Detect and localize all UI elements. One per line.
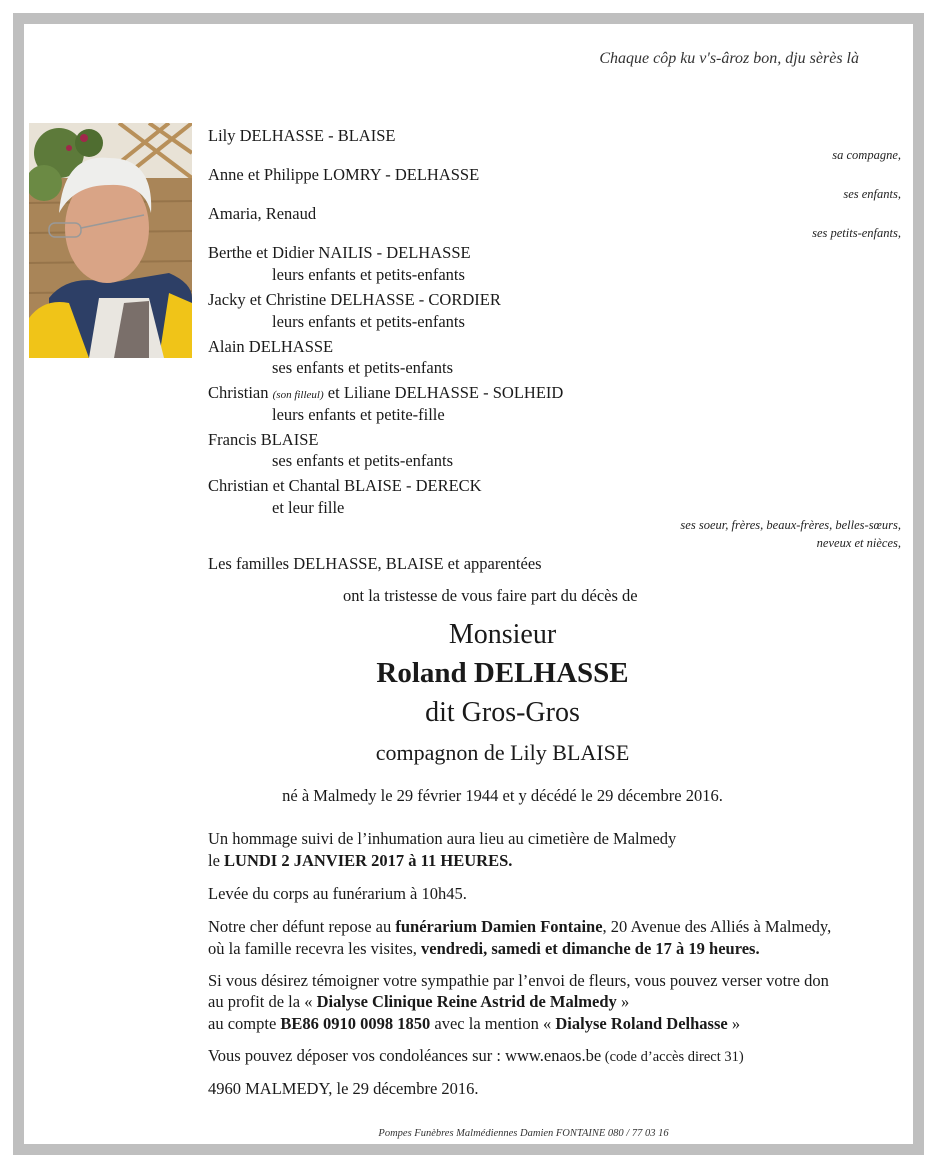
name-part: et Liliane DELHASSE - SOLHEID <box>327 383 564 402</box>
visits-prefix: où la famille recevra les visites, <box>208 939 422 958</box>
account-prefix: au compte <box>208 1014 281 1033</box>
beneficiary-suffix: » <box>616 992 630 1011</box>
deceased-dates: né à Malmedy le 29 février 1944 et y décédé le 29 décembre 2016. <box>282 786 723 805</box>
account-mention: Dialyse Roland Delhasse <box>555 1014 728 1033</box>
family-member-name: Alain DELHASSE <box>208 337 334 356</box>
account-mention-prefix: avec la mention « <box>430 1014 556 1033</box>
family-member-sub: leurs enfants et petits-enfants <box>272 312 465 331</box>
visits-line <box>208 939 760 959</box>
motto: Chaque côp ku v's-âroz bon, dju sèrès là <box>599 50 859 67</box>
levee-line: Levée du corps au funérarium à 10h45. <box>208 884 467 903</box>
account-mention-suffix: » <box>727 1014 741 1033</box>
repose-prefix: Notre cher défunt repose au <box>208 917 396 936</box>
footer-funeral-home: Pompes Funèbres Malmédiennes Damien FONTAINE 080 / 77 03 16 <box>378 1128 669 1139</box>
deceased-title: Monsieur <box>448 619 557 650</box>
ceremony-prefix: le <box>208 851 225 870</box>
repose-line <box>208 917 831 937</box>
family-member-name: Christian et Chantal BLAISE - DERECK <box>208 476 482 495</box>
visits-times: vendredi, samedi et dimanche de 17 à 19 heures. <box>421 939 760 958</box>
condolences-link[interactable]: www.enaos.be <box>505 1046 602 1065</box>
family-member-name: Amaria, Renaud <box>208 204 317 223</box>
family-member-sub: leurs enfants et petite-fille <box>272 405 445 424</box>
name-part: Christian <box>208 383 269 402</box>
deceased-nickname: dit Gros-Gros <box>425 697 580 728</box>
family-relation: sa compagne, <box>832 148 901 162</box>
donation-account-line <box>208 1014 740 1034</box>
ceremony-date-line <box>208 851 512 871</box>
family-relation: ses enfants, <box>843 187 901 201</box>
condolences-code: (code d’accès direct 31) <box>601 1049 744 1065</box>
beneficiary-prefix: au profit de la « <box>208 992 317 1011</box>
family-member-sub: leurs enfants et petits-enfants <box>272 265 465 284</box>
family-member-name: Jacky et Christine DELHASSE - CORDIER <box>208 290 501 309</box>
repose-address: , 20 Avenue des Alliés à Malmedy, <box>602 917 832 936</box>
condolences-line <box>208 1046 744 1066</box>
portrait-photo <box>29 123 192 358</box>
family-member-sub: ses enfants et petits-enfants <box>272 451 453 470</box>
family-relation: ses petits-enfants, <box>812 226 901 240</box>
family-member-name: Anne et Philippe LOMRY - DELHASSE <box>208 165 480 184</box>
donation-beneficiary-line <box>208 992 629 1012</box>
place-date: 4960 MALMEDY, le 29 décembre 2016. <box>208 1079 479 1098</box>
account-number: BE86 0910 0098 1850 <box>280 1014 431 1033</box>
beneficiary-name: Dialyse Clinique Reine Astrid de Malmedy <box>316 992 617 1011</box>
donation-line: Si vous désirez témoigner votre sympathie par l’envoi de fleurs, vous pouvez verser votre don <box>208 971 829 990</box>
family-member-name: Berthe et Didier NAILIS - DELHASSE <box>208 243 471 262</box>
ceremony-line: Un hommage suivi de l’inhumation aura lieu au cimetière de Malmedy <box>208 829 677 848</box>
deceased-companion: compagnon de Lily BLAISE <box>375 740 630 765</box>
godson-note: (son filleul) <box>272 389 324 401</box>
siblings-relation: neveux et nièces, <box>816 536 901 550</box>
family-member-name: Lily DELHASSE - BLAISE <box>208 126 396 145</box>
condolences-prefix: Vous pouvez déposer vos condoléances sur : <box>208 1046 506 1065</box>
portrait-image <box>29 123 192 358</box>
family-member-name <box>208 383 563 403</box>
announce-line: ont la tristesse de vous faire part du décès de <box>343 586 638 605</box>
family-member-sub: et leur fille <box>272 498 345 517</box>
families-line: Les familles DELHASSE, BLAISE et apparentées <box>208 554 542 573</box>
family-member-sub: ses enfants et petits-enfants <box>272 358 453 377</box>
deceased-name: Roland DELHASSE <box>376 657 629 689</box>
siblings-relation: ses soeur, frères, beaux-frères, belles-sœurs, <box>680 518 901 532</box>
funerarium-name: funérarium Damien Fontaine <box>395 917 603 936</box>
family-member-name: Francis BLAISE <box>208 430 319 449</box>
ceremony-datetime: LUNDI 2 JANVIER 2017 à 11 HEURES. <box>224 851 513 870</box>
